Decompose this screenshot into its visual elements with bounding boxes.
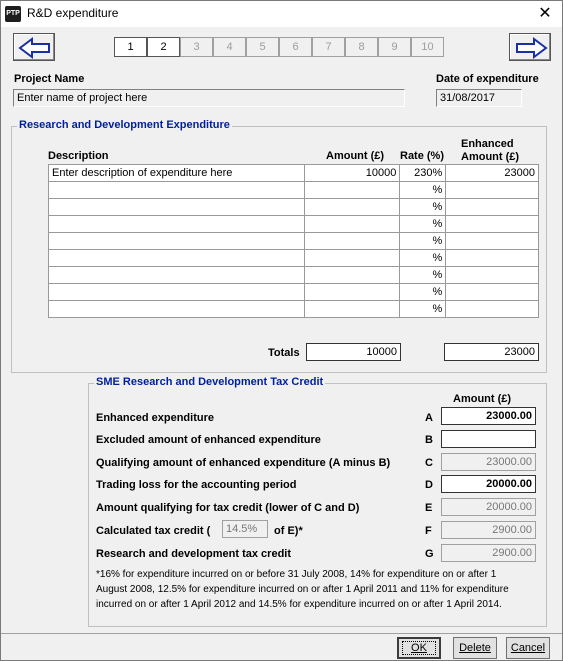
title-bar bbox=[1, 1, 562, 27]
arrow-left-icon bbox=[18, 37, 52, 59]
tax-credit-rate-field: 14.5% bbox=[222, 520, 268, 538]
window-title: R&D expenditure bbox=[27, 6, 119, 20]
cancel-button-label: Cancel bbox=[510, 642, 546, 654]
row-letter-b: B bbox=[425, 434, 433, 446]
rate-cell[interactable]: % bbox=[400, 267, 446, 284]
tab-4[interactable]: 4 bbox=[213, 37, 246, 57]
delete-button[interactable] bbox=[453, 637, 497, 659]
enhanced-amount-cell[interactable] bbox=[446, 182, 539, 199]
tab-1[interactable]: 1 bbox=[114, 37, 147, 57]
amount-cell[interactable]: 10000 bbox=[304, 165, 400, 182]
rd-section-title: Research and Development Expenditure bbox=[19, 119, 230, 131]
tab-10[interactable]: 10 bbox=[411, 37, 444, 57]
table-row bbox=[49, 250, 539, 267]
rate-cell[interactable]: % bbox=[400, 250, 446, 267]
total-enhanced-field: 23000 bbox=[444, 343, 539, 361]
enhanced-amount-cell[interactable] bbox=[446, 216, 539, 233]
arrow-right-icon bbox=[514, 37, 548, 59]
amount-cell[interactable] bbox=[304, 216, 400, 233]
description-cell[interactable] bbox=[49, 284, 305, 301]
table-row bbox=[49, 199, 539, 216]
rate-header: Rate (%) bbox=[400, 150, 445, 162]
tab-5[interactable]: 5 bbox=[246, 37, 279, 57]
description-cell[interactable] bbox=[49, 267, 305, 284]
enhanced-header-line1: Enhanced bbox=[461, 138, 514, 150]
tab-9[interactable]: 9 bbox=[378, 37, 411, 57]
enhanced-header-line2: Amount (£) bbox=[461, 151, 520, 163]
amount-qualifying-label: Amount qualifying for tax credit (lower of C and D) bbox=[96, 502, 360, 514]
previous-button[interactable] bbox=[13, 33, 55, 61]
rate-cell[interactable]: % bbox=[400, 199, 446, 216]
rate-cell[interactable]: 230% bbox=[400, 165, 446, 182]
enhanced-amount-cell[interactable] bbox=[446, 284, 539, 301]
excluded-amount-label: Excluded amount of enhanced expenditure bbox=[96, 434, 321, 446]
tab-8[interactable]: 8 bbox=[345, 37, 378, 57]
excluded-amount-field[interactable] bbox=[441, 430, 536, 448]
description-cell[interactable] bbox=[49, 233, 305, 250]
table-row bbox=[49, 216, 539, 233]
enhanced-expenditure-value[interactable]: 23000.00 bbox=[441, 407, 536, 425]
table-row bbox=[49, 284, 539, 301]
table-row bbox=[49, 301, 539, 318]
rd-tax-credit-label: Research and development tax credit bbox=[96, 548, 292, 560]
ok-button-label: OK bbox=[402, 641, 436, 655]
row-letter-c: C bbox=[425, 457, 433, 469]
calculated-tax-credit-label bbox=[96, 525, 210, 537]
description-cell[interactable] bbox=[49, 301, 305, 318]
amount-qualifying-value: 20000.00 bbox=[441, 498, 536, 516]
sme-amount-header: Amount (£) bbox=[453, 393, 512, 405]
enhanced-amount-cell[interactable] bbox=[446, 301, 539, 318]
row-letter-a: A bbox=[425, 412, 433, 424]
total-amount-field: 10000 bbox=[306, 343, 401, 361]
app-logo-icon: PTP bbox=[5, 6, 21, 22]
qualifying-amount-value: 23000.00 bbox=[441, 453, 536, 471]
row-letter-e: E bbox=[425, 502, 433, 514]
amount-cell[interactable] bbox=[304, 284, 400, 301]
rate-cell[interactable]: % bbox=[400, 301, 446, 318]
rate-cell[interactable]: % bbox=[400, 182, 446, 199]
rate-cell[interactable]: % bbox=[400, 284, 446, 301]
cancel-button[interactable] bbox=[506, 637, 550, 659]
enhanced-amount-cell[interactable] bbox=[446, 267, 539, 284]
table-row bbox=[49, 182, 539, 199]
qualifying-amount-label: Qualifying amount of enhanced expenditure (A minus B) bbox=[96, 457, 391, 469]
amount-cell[interactable] bbox=[304, 233, 400, 250]
rd-tax-credit-value: 2900.00 bbox=[441, 544, 536, 562]
calculated-tax-credit-value: 2900.00 bbox=[441, 521, 536, 539]
next-button[interactable] bbox=[509, 33, 551, 61]
table-row bbox=[49, 165, 539, 182]
description-header: Description bbox=[48, 150, 109, 162]
row-letter-d: D bbox=[425, 479, 433, 491]
tab-3[interactable]: 3 bbox=[180, 37, 213, 57]
tab-6[interactable]: 6 bbox=[279, 37, 312, 57]
amount-cell[interactable] bbox=[304, 301, 400, 318]
totals-label: Totals bbox=[268, 347, 300, 359]
enhanced-amount-cell[interactable]: 23000 bbox=[446, 165, 539, 182]
calculated-tax-credit-suffix: of E)* bbox=[274, 525, 303, 537]
calculated-tax-credit-prefix: Calculated tax credit ( bbox=[96, 525, 211, 537]
trading-loss-field[interactable]: 20000.00 bbox=[441, 475, 536, 493]
amount-cell[interactable] bbox=[304, 182, 400, 199]
rate-footnote: *16% for expenditure incurred on or before 31 July 2008, 14% for expenditure on or after 1 August 2008, 12.5% for expenditure incurred on or after 1 April 2011 and 11% for expenditure incurred on or after 1 April 2012 and 14.5% for expenditure incurred on or after 1 April 2014. bbox=[96, 569, 509, 610]
description-cell[interactable] bbox=[49, 199, 305, 216]
table-row bbox=[49, 233, 539, 250]
amount-cell[interactable] bbox=[304, 199, 400, 216]
date-field[interactable]: 31/08/2017 bbox=[436, 89, 522, 107]
table-row bbox=[49, 267, 539, 284]
sme-section-title: SME Research and Development Tax Credit bbox=[96, 376, 324, 388]
footer-divider bbox=[1, 633, 562, 634]
description-cell[interactable] bbox=[49, 216, 305, 233]
ok-button[interactable] bbox=[397, 637, 441, 659]
rate-cell[interactable]: % bbox=[400, 216, 446, 233]
description-cell[interactable] bbox=[49, 182, 305, 199]
close-button[interactable]: ✕ bbox=[538, 5, 552, 22]
enhanced-amount-cell[interactable] bbox=[446, 199, 539, 216]
description-cell[interactable]: Enter description of expenditure here bbox=[49, 165, 305, 182]
expenditure-table bbox=[48, 164, 539, 318]
amount-cell[interactable] bbox=[304, 267, 400, 284]
amount-header: Amount (£) bbox=[326, 150, 385, 162]
tab-7[interactable]: 7 bbox=[312, 37, 345, 57]
project-name-label: Project Name bbox=[14, 73, 85, 85]
page-tabs bbox=[114, 37, 444, 57]
enhanced-expenditure-label: Enhanced expenditure bbox=[96, 412, 214, 424]
trading-loss-label: Trading loss for the accounting period bbox=[96, 479, 297, 491]
row-letter-g: G bbox=[425, 548, 434, 560]
row-letter-f: F bbox=[425, 525, 432, 537]
enhanced-amount-cell[interactable] bbox=[446, 250, 539, 267]
delete-button-label: Delete bbox=[459, 642, 491, 654]
description-cell[interactable] bbox=[49, 250, 305, 267]
enhanced-amount-cell[interactable] bbox=[446, 233, 539, 250]
amount-cell[interactable] bbox=[304, 250, 400, 267]
rate-cell[interactable]: % bbox=[400, 233, 446, 250]
date-label: Date of expenditure bbox=[436, 73, 539, 85]
project-name-field[interactable]: Enter name of project here bbox=[13, 89, 405, 107]
tab-2[interactable]: 2 bbox=[147, 37, 180, 57]
